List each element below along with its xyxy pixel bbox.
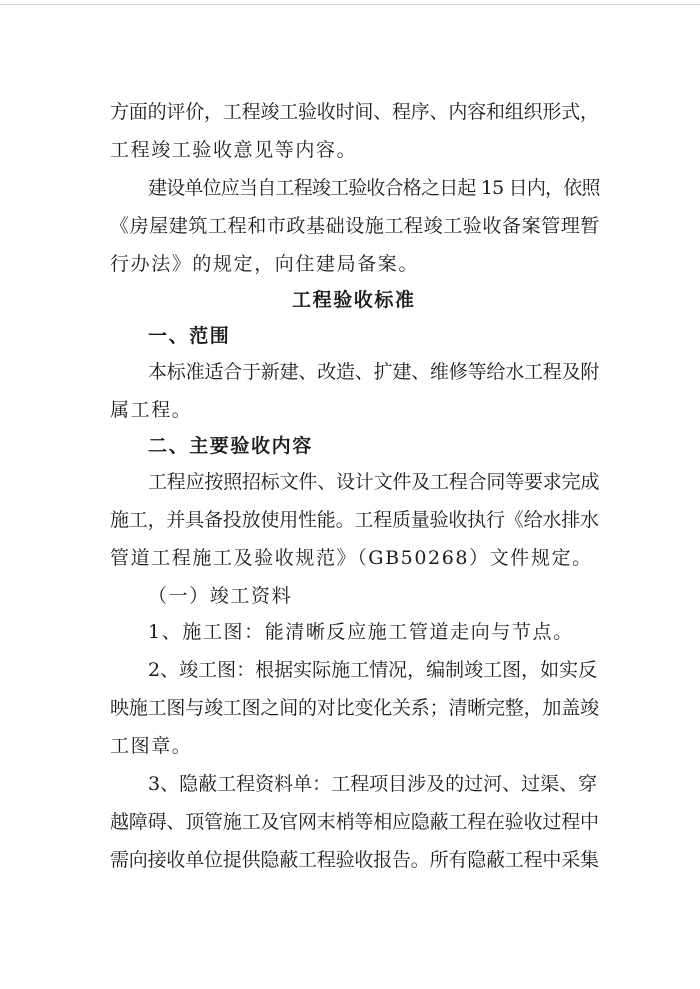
item-3-line-1: 3、隐蔽工程资料单：工程项目涉及的过河、过渠、穿 [148,773,598,795]
para-main-line-3: 管道工程施工及验收规范》（GB50268）文件规定。 [110,547,593,569]
para-2-line-2: 《房屋建筑工程和市政基础设施工程竣工验收备案管理暂 [110,215,601,237]
item-2-line-2: 映施工图与竣工图之间的对比变化关系；清晰完整，加盖竣 [110,697,599,719]
para-2-line-1: 建设单位应当自工程竣工验收合格之日起 15 日内，依照 [148,177,600,199]
para-scope-line-2: 属工程。 [110,399,193,421]
para-main-line-1: 工程应按照招标文件、设计文件及工程合同等要求完成 [148,471,600,493]
item-2-line-1: 2、竣工图：根据实际施工情况，编制竣工图，如实反 [148,659,598,681]
para-1-line-1: 方面的评价，工程竣工验收时间、程序、内容和组织形式， [110,101,599,123]
para-2-line-3: 行办法》的规定，向住建局备案。 [110,253,420,275]
item-3-line-2: 越障碍、顶管施工及官网末梢等相应隐蔽工程在验收过程中 [110,811,599,833]
item-1-line-1: 1、施工图：能清晰反应施工管道走向与节点。 [148,621,574,643]
item-2-line-3: 工图章。 [110,735,193,757]
subheading-completion-docs: （一）竣工资料 [148,585,293,607]
heading-main-content: 二、主要验收内容 [148,435,313,457]
heading-scope: 一、范围 [148,325,231,347]
para-1-line-2: 工程竣工验收意见等内容。 [110,139,358,161]
para-scope-line-1: 本标准适合于新建、改造、扩建、维修等给水工程及附 [148,361,600,383]
item-3-line-3: 需向接收单位提供隐蔽工程验收报告。所有隐蔽工程中采集 [110,849,599,871]
section-title: 工程验收标准 [292,289,416,311]
para-main-line-2: 施工，并具备投放使用性能。工程质量验收执行《给水排水 [110,509,599,531]
